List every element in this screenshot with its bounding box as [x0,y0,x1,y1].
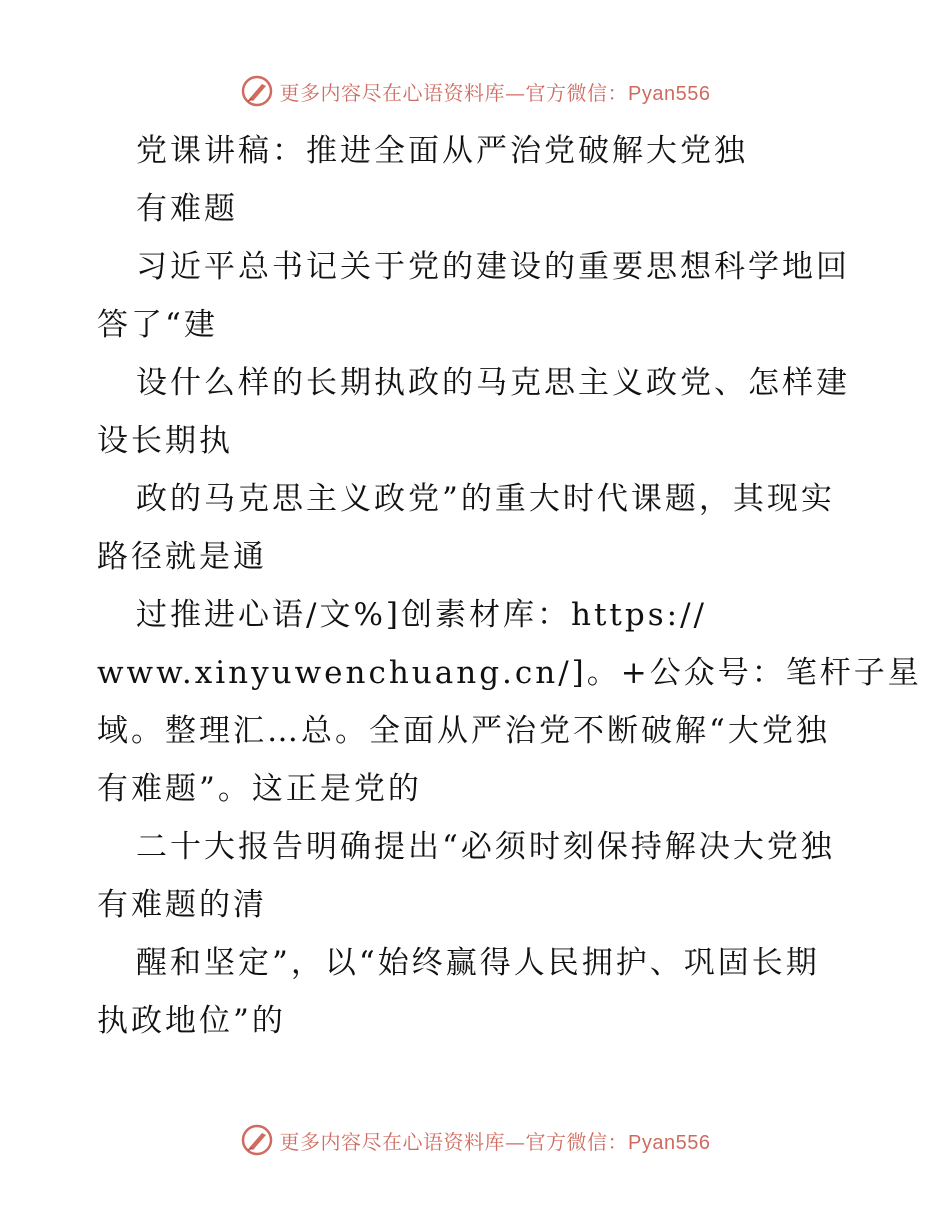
text-line: 有难题”。这正是党的 [97,771,422,807]
text-line: 党课讲稿：推进全面从严治党破解大党独 [136,133,748,169]
text-line: 路径就是通 [97,539,267,575]
text-line: 有难题的清 [97,887,267,923]
header-watermark [0,71,950,111]
text-line: 答了“建 [97,307,218,343]
text-line: 设什么样的长期执政的马克思主义政党、怎样建 [136,365,850,401]
text-line: 政的马克思主义政党”的重大时代课题，其现实 [136,481,835,517]
text-line: 过推进心语/文%]创素材库：https:// [136,597,707,633]
document-body [97,122,922,1050]
text-line: 有难题 [136,191,238,227]
watermark-wechat-id: Pyan556 [628,82,711,105]
watermark-wechat-id: Pyan556 [628,1131,711,1154]
text-line: 域。整理汇…总。全面从严治党不断破解“大党独 [97,713,830,749]
text-line: 醒和坚定”，以“始终赢得人民拥护、巩固长期 [136,945,820,981]
text-line: 执政地位”的 [97,1003,286,1039]
watermark-text: 更多内容尽在心语资料库—官方微信：Pyan556 [279,80,711,105]
text-line: 二十大报告明确提出“必须时刻保持解决大党独 [136,829,835,865]
quill-pen-logo-icon [240,74,274,108]
footer-watermark [0,1120,950,1160]
text-line: 设长期执 [97,423,233,459]
quill-pen-logo-icon [240,1123,274,1157]
text-line: www.xinyuwenchuang.cn/]。+公众号：笔杆子星 [97,655,922,691]
watermark-text: 更多内容尽在心语资料库—官方微信：Pyan556 [279,1129,711,1154]
text-line: 习近平总书记关于党的建设的重要思想科学地回 [136,249,850,285]
